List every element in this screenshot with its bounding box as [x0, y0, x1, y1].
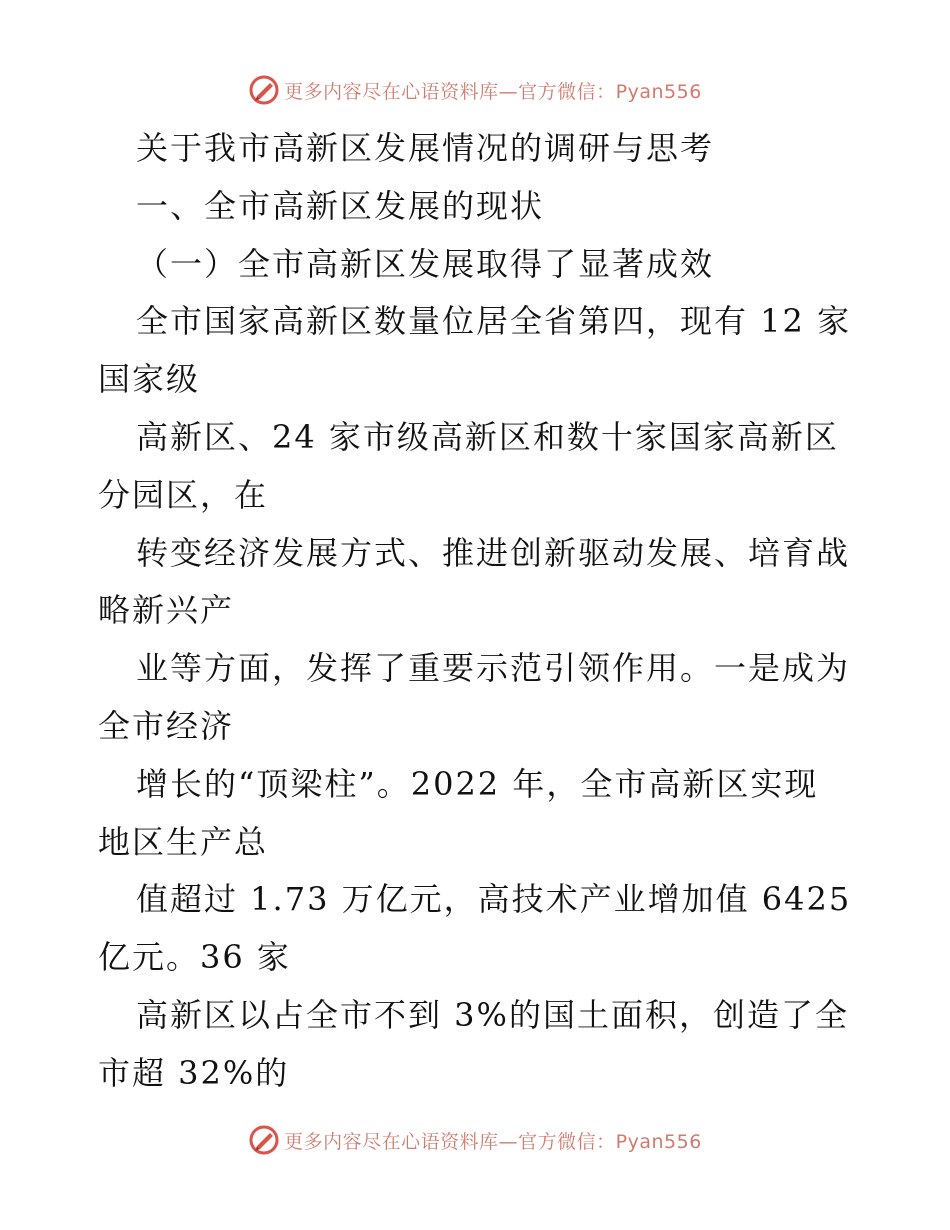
brand-logo-icon — [248, 74, 280, 106]
paragraph-line: 略新兴产 — [98, 591, 235, 630]
paragraph-line: 增长的“顶梁柱”。2022 年，全市高新区实现 — [136, 764, 819, 803]
watermark-text: 更多内容尽在心语资料库—官方微信：Pyan556 — [284, 1130, 702, 1153]
document-title: 关于我市高新区发展情况的调研与思考 — [136, 129, 715, 167]
document-body — [98, 120, 858, 1103]
watermark-footer — [0, 1123, 950, 1157]
paragraph-line: 亿元。36 家 — [98, 938, 291, 977]
subsection-heading: （一）全市高新区发展取得了显著成效 — [136, 244, 715, 283]
watermark-header — [0, 73, 950, 107]
paragraph-line: 地区生产总 — [98, 822, 269, 861]
paragraph-line: 高新区、24 家市级高新区和数十家国家高新区 — [136, 417, 839, 456]
section-heading: 一、全市高新区发展的现状 — [136, 186, 545, 225]
paragraph-line: 分园区，在 — [98, 475, 269, 514]
paragraph-line: 值超过 1.73 万亿元，高技术产业增加值 6425 — [136, 880, 852, 919]
paragraph-line: 全市经济 — [98, 706, 235, 745]
paragraph-line: 业等方面，发挥了重要示范引领作用。一是成为 — [136, 649, 851, 688]
paragraph-line: 国家级 — [98, 360, 201, 399]
watermark-text: 更多内容尽在心语资料库—官方微信：Pyan556 — [284, 80, 702, 103]
paragraph-line: 高新区以占全市不到 3%的国土面积，创造了全 — [136, 995, 849, 1034]
paragraph-line: 转变经济发展方式、推进创新驱动发展、培育战 — [136, 533, 851, 572]
brand-logo-icon — [248, 1124, 280, 1156]
paragraph-line: 市超 32%的 — [98, 1053, 290, 1092]
paragraph-line: 全市国家高新区数量位居全省第四，现有 12 家 — [136, 302, 852, 341]
